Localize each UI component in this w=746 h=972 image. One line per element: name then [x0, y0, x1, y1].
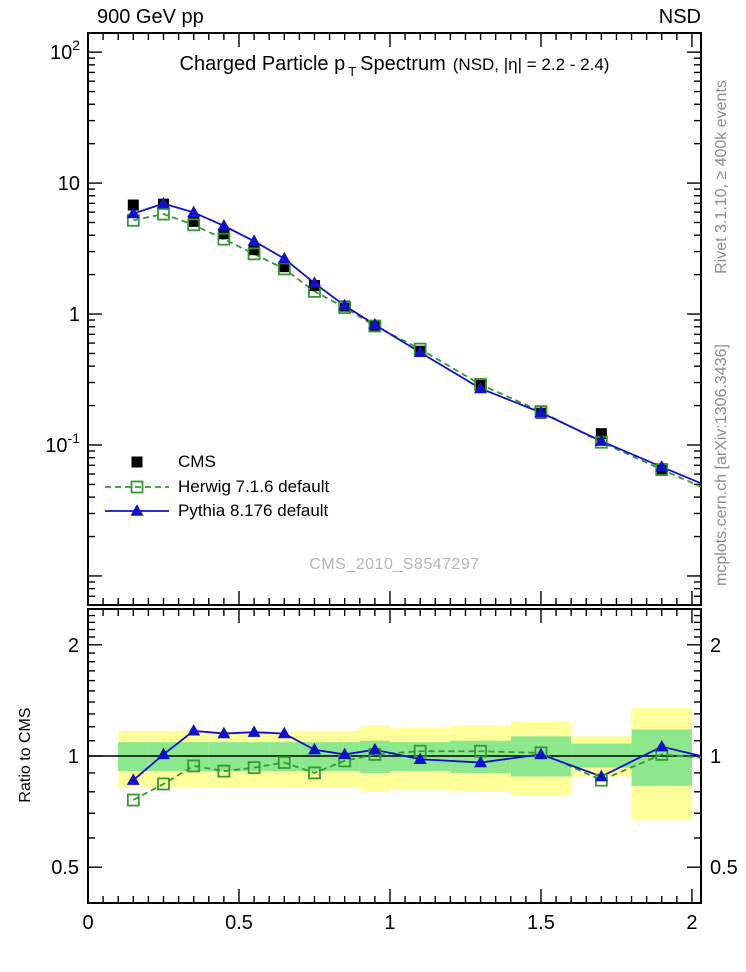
- svg-text:0.5: 0.5: [710, 857, 738, 880]
- pythia-marker-icon: [104, 500, 170, 522]
- legend-label-cms: CMS: [178, 452, 216, 471]
- spectrum-series-markers: [128, 209, 667, 475]
- legend-item-herwig: [104, 476, 329, 498]
- legend-item-cms: [104, 451, 216, 473]
- plot-title-main: Charged Particle p: [179, 53, 346, 75]
- svg-text:102: $10^2$: [49, 37, 80, 65]
- plot-title-selection: (NSD, |η| = 2.2 - 2.4): [452, 55, 610, 74]
- svg-text:1: 1: [67, 746, 79, 768]
- legend-label-pythia: Pythia 8.176 default: [178, 501, 329, 520]
- legend-item-pythia: [104, 500, 328, 522]
- svg-text:1.5: 1.5: [527, 912, 555, 934]
- svg-text:10-1: $10^{-1}$: [45, 429, 80, 457]
- svg-text:10: 10: [57, 173, 80, 196]
- svg-text:2: 2: [686, 912, 698, 934]
- svg-text:0.5: 0.5: [225, 912, 253, 934]
- cms-marker-icon: [104, 451, 170, 473]
- svg-text:2: 2: [67, 634, 79, 657]
- rivet-version-label: Rivet 3.1.10, ≥ 400k events: [713, 80, 730, 274]
- mcplots-reference-label: mcplots.cern.ch [arXiv:1306.3436]: [713, 344, 730, 586]
- spectrum-series-markers: [127, 197, 668, 472]
- svg-text:0.5: 0.5: [51, 857, 79, 880]
- spectrum-series: [127, 197, 701, 487]
- svg-text:1: 1: [710, 746, 722, 768]
- event-class-label: NSD: [658, 6, 701, 28]
- plot-title-rest: Spectrum: [360, 53, 446, 75]
- legend-label-herwig: Herwig 7.1.6 default: [178, 477, 330, 496]
- analysis-id-watermark: CMS_2010_S8547297: [309, 556, 480, 573]
- svg-text:1: 1: [68, 304, 80, 327]
- ratio-uncertainty-bands: [118, 708, 692, 820]
- plot-title-subscript: T: [348, 64, 357, 79]
- herwig-marker-icon: [104, 476, 170, 498]
- beam-energy-label: 900 GeV pp: [97, 6, 204, 28]
- ratio-axis-title: Ratio to CMS: [17, 707, 34, 803]
- svg-text:1: 1: [384, 912, 396, 934]
- svg-text:0: 0: [82, 912, 94, 934]
- svg-text:2: 2: [710, 634, 722, 657]
- plot-title: [88, 53, 701, 79]
